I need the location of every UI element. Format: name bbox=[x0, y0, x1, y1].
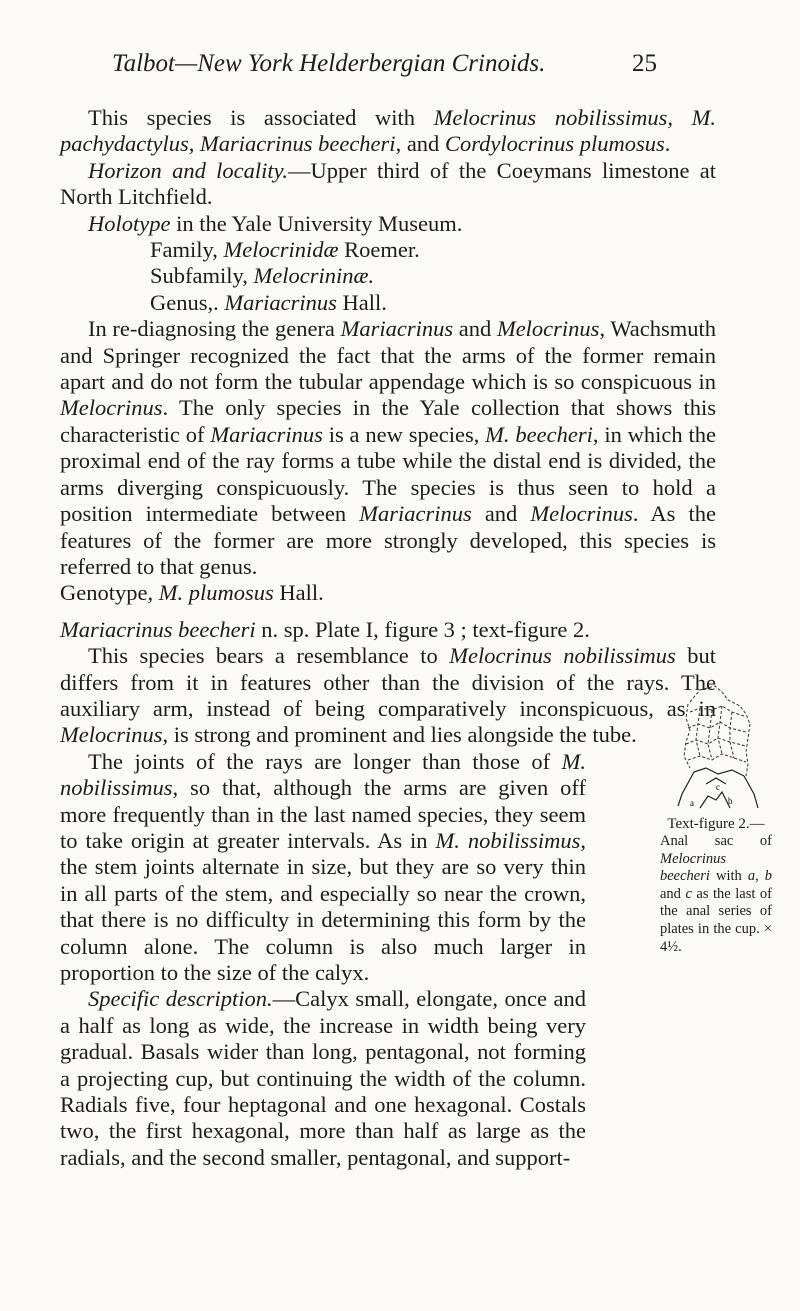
paragraph-rediagnosis: In re-diagnosing the genera Mariacrinus and Melocrinus, Wachsmuth and Springer recognized the fact that the arms of the former remain apart and do not form the tubular appendage which is so conspicuous in Melocrinus. The only species in the Yale collection that shows this characteristic of Mariacrinus is a new species, M. beecheri, in which the proximal end of the ray forms a tube while the distal end is divided, the arms diverging conspicuously. The species is thus seen to hold a position intermediate between Mariacrinus and Melocrinus. As the features of the former are more strongly developed, this species is referred to that genus. bbox=[60, 316, 716, 579]
family-line: Family, Melocrinidæ Roemer. bbox=[150, 237, 420, 263]
anal-sac-figure bbox=[660, 672, 770, 812]
running-header bbox=[112, 50, 657, 86]
genus-line: Genus,. Mariacrinus Hall. bbox=[150, 289, 387, 315]
paragraph-resemblance: This species bears a resemblance to Melocrinus nobilissimus but differs from it in features other than the division of the rays. The auxiliary arm, instead of being comparatively inconspicuous, as in Melocrinus, is strong and prominent and lies alongside the tube. bbox=[60, 643, 716, 748]
figure-label-a: a bbox=[690, 798, 694, 808]
caption-title: Text-figure 2.— bbox=[667, 816, 765, 832]
genotype-line: Genotype, M. plumosus Hall. bbox=[60, 580, 324, 606]
paragraph-holotype: Holotype in the Yale University Museum. bbox=[88, 210, 463, 236]
paragraph-specific-description: Specific description.—Calyx small, elongate, once and a half as long as wide, the increase in width being very gradual. Basals wider than long, pentagonal, not forming a projecting cup, but continuing the width of the column. Radials five, four heptagonal and one hexagonal. Costals two, the first hexagonal, more than half as large as the radials, and the second smaller, pentagonal, and support- bbox=[60, 986, 586, 1170]
paragraph-horizon-locality: Horizon and locality.—Upper third of the Coeymans limestone at North Litchfield. bbox=[60, 157, 717, 210]
figure-label-c: c bbox=[716, 782, 720, 792]
paragraph-joints: The joints of the rays are longer than those of M. nobilissimus, so that, although the arms are given off more frequently than in the last named species, they seem to take origin at greater intervals. As in M. nobilissimus, the stem joints alternate in size, but they are so very thin in all parts of the stem, and especially so near the crown, that there is no difficulty in determining this form by the column alone. The column is also much larger in proportion to the size of the calyx. bbox=[60, 748, 586, 985]
subfamily-line: Subfamily, Melocrininæ. bbox=[150, 263, 375, 289]
species-heading: Mariacrinus beecheri n. sp. Plate I, figure 3 ; text-figure 2. bbox=[60, 616, 590, 642]
paragraph-associated-species: This species is associated with Melocrinus nobilissimus, M. pachydactylus, Mariacrinus beecheri, and Cordylocrinus plumosus. bbox=[60, 105, 716, 157]
page-number: 25 bbox=[632, 50, 657, 77]
body-text bbox=[60, 105, 716, 1171]
header-title: Talbot—New York Helderbergian Crinoids. bbox=[112, 50, 546, 77]
figure-label-b: b bbox=[728, 796, 733, 806]
figure-caption bbox=[660, 815, 772, 956]
caption-body: Anal sac of Melocrinus beecheri with a, b and c as the last of the anal series of plates in the cup. × 4½. bbox=[660, 833, 773, 955]
